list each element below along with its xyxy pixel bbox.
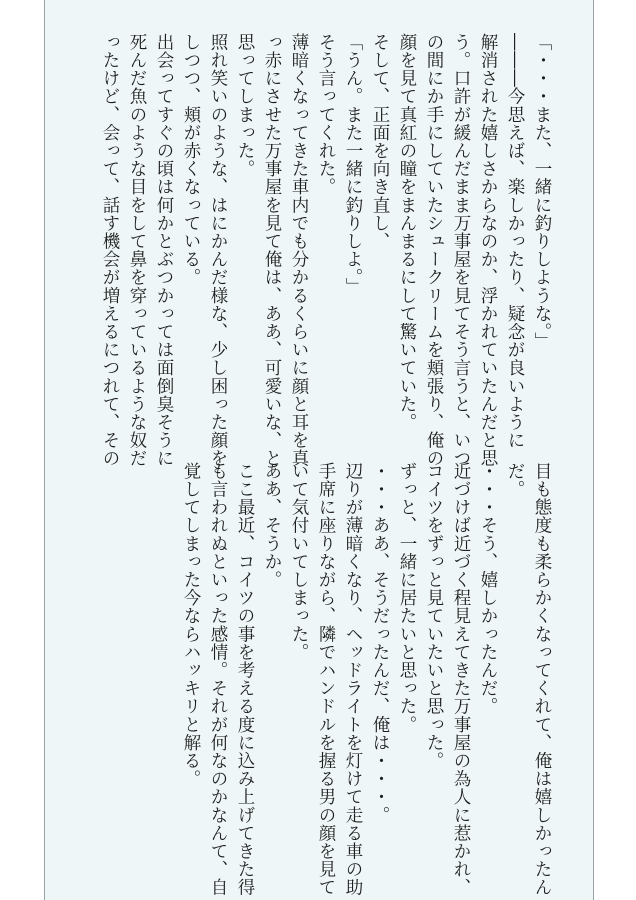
- text-line: ・・・そう、嬉しかったんだ。: [478, 462, 498, 716]
- text-line: ここ最近、コイツの事を考える度に込み上げてきた得: [235, 462, 255, 897]
- text-line: しつつ、頬が赤くなっている。: [181, 33, 201, 287]
- text-line: 目も態度も柔らかくなってくれて、俺は嬉しかったん: [532, 462, 552, 897]
- text-line: 照れ笑いのような、はにかんだ様な、少し困った顔を: [208, 33, 228, 468]
- text-line: 思ってしまった。: [235, 33, 255, 178]
- text-line: 近づけば近づく程見えてきた万事屋の為人に惹かれ、: [451, 462, 471, 897]
- text-block-top: [96, 33, 555, 468]
- text-line: コイツをずっと見ていたいと思った。: [424, 462, 444, 770]
- text-line: の間にか手にしていたシュークリームを頬張り、俺の: [424, 33, 444, 468]
- text-line: ―――今思えば、楽しかったり、疑念が良いように: [505, 33, 525, 450]
- text-line: 薄暗くなってきた車内でも分かるくらいに顔と耳を真: [289, 33, 309, 468]
- text-line: だ。: [505, 462, 525, 499]
- text-line: も言われぬといった感情。それが何なのかなんて、自: [208, 462, 228, 897]
- text-line: そう言ってくれた。: [316, 33, 336, 196]
- text-line: っ赤にさせた万事屋を見て俺は、ああ、可愛いな、と: [262, 33, 282, 468]
- text-line: ・・・ああ、そうだったんだ、俺は・・・。: [370, 462, 390, 824]
- text-line: 出会ってすぐの頃は何かとぶつかっては面倒臭そうに: [154, 33, 174, 468]
- text-line: いて気付いてしまった。: [289, 462, 309, 662]
- text-line: 手席に座りながら、隣でハンドルを握る男の顔を見て: [316, 462, 336, 897]
- novel-page: [44, 0, 594, 900]
- text-line: う。口許が緩んだまま万事屋を見てそう言うと、いつ: [451, 33, 471, 468]
- text-line: 顔を見て真紅の瞳をまんまるにして驚いていた。: [397, 33, 417, 432]
- text-line: 「・・・また、一緒に釣りしような。」: [532, 33, 552, 351]
- text-line: ったけど、会って、話す機会が増えるにつれて、その: [100, 33, 120, 468]
- text-line: 解消された嬉しさからなのか、浮かれていたんだと思: [478, 33, 498, 468]
- text-line: ずっと、一緒に居たいと思った。: [397, 462, 417, 734]
- text-line: 死んだ魚のような目をして鼻を穿っているような奴だ: [127, 33, 147, 468]
- text-line: 覚してしまった今ならハッキリと解る。: [181, 462, 201, 788]
- text-block-bottom: [177, 462, 555, 897]
- text-line: そして、正面を向き直し、: [370, 33, 390, 251]
- text-line: ああ、そうか。: [262, 462, 282, 589]
- text-line: 辺りが薄暗くなり、ヘッドライトを灯けて走る車の助: [343, 462, 363, 897]
- text-line: 「うん。また一緒に釣りしよ。」: [343, 33, 363, 296]
